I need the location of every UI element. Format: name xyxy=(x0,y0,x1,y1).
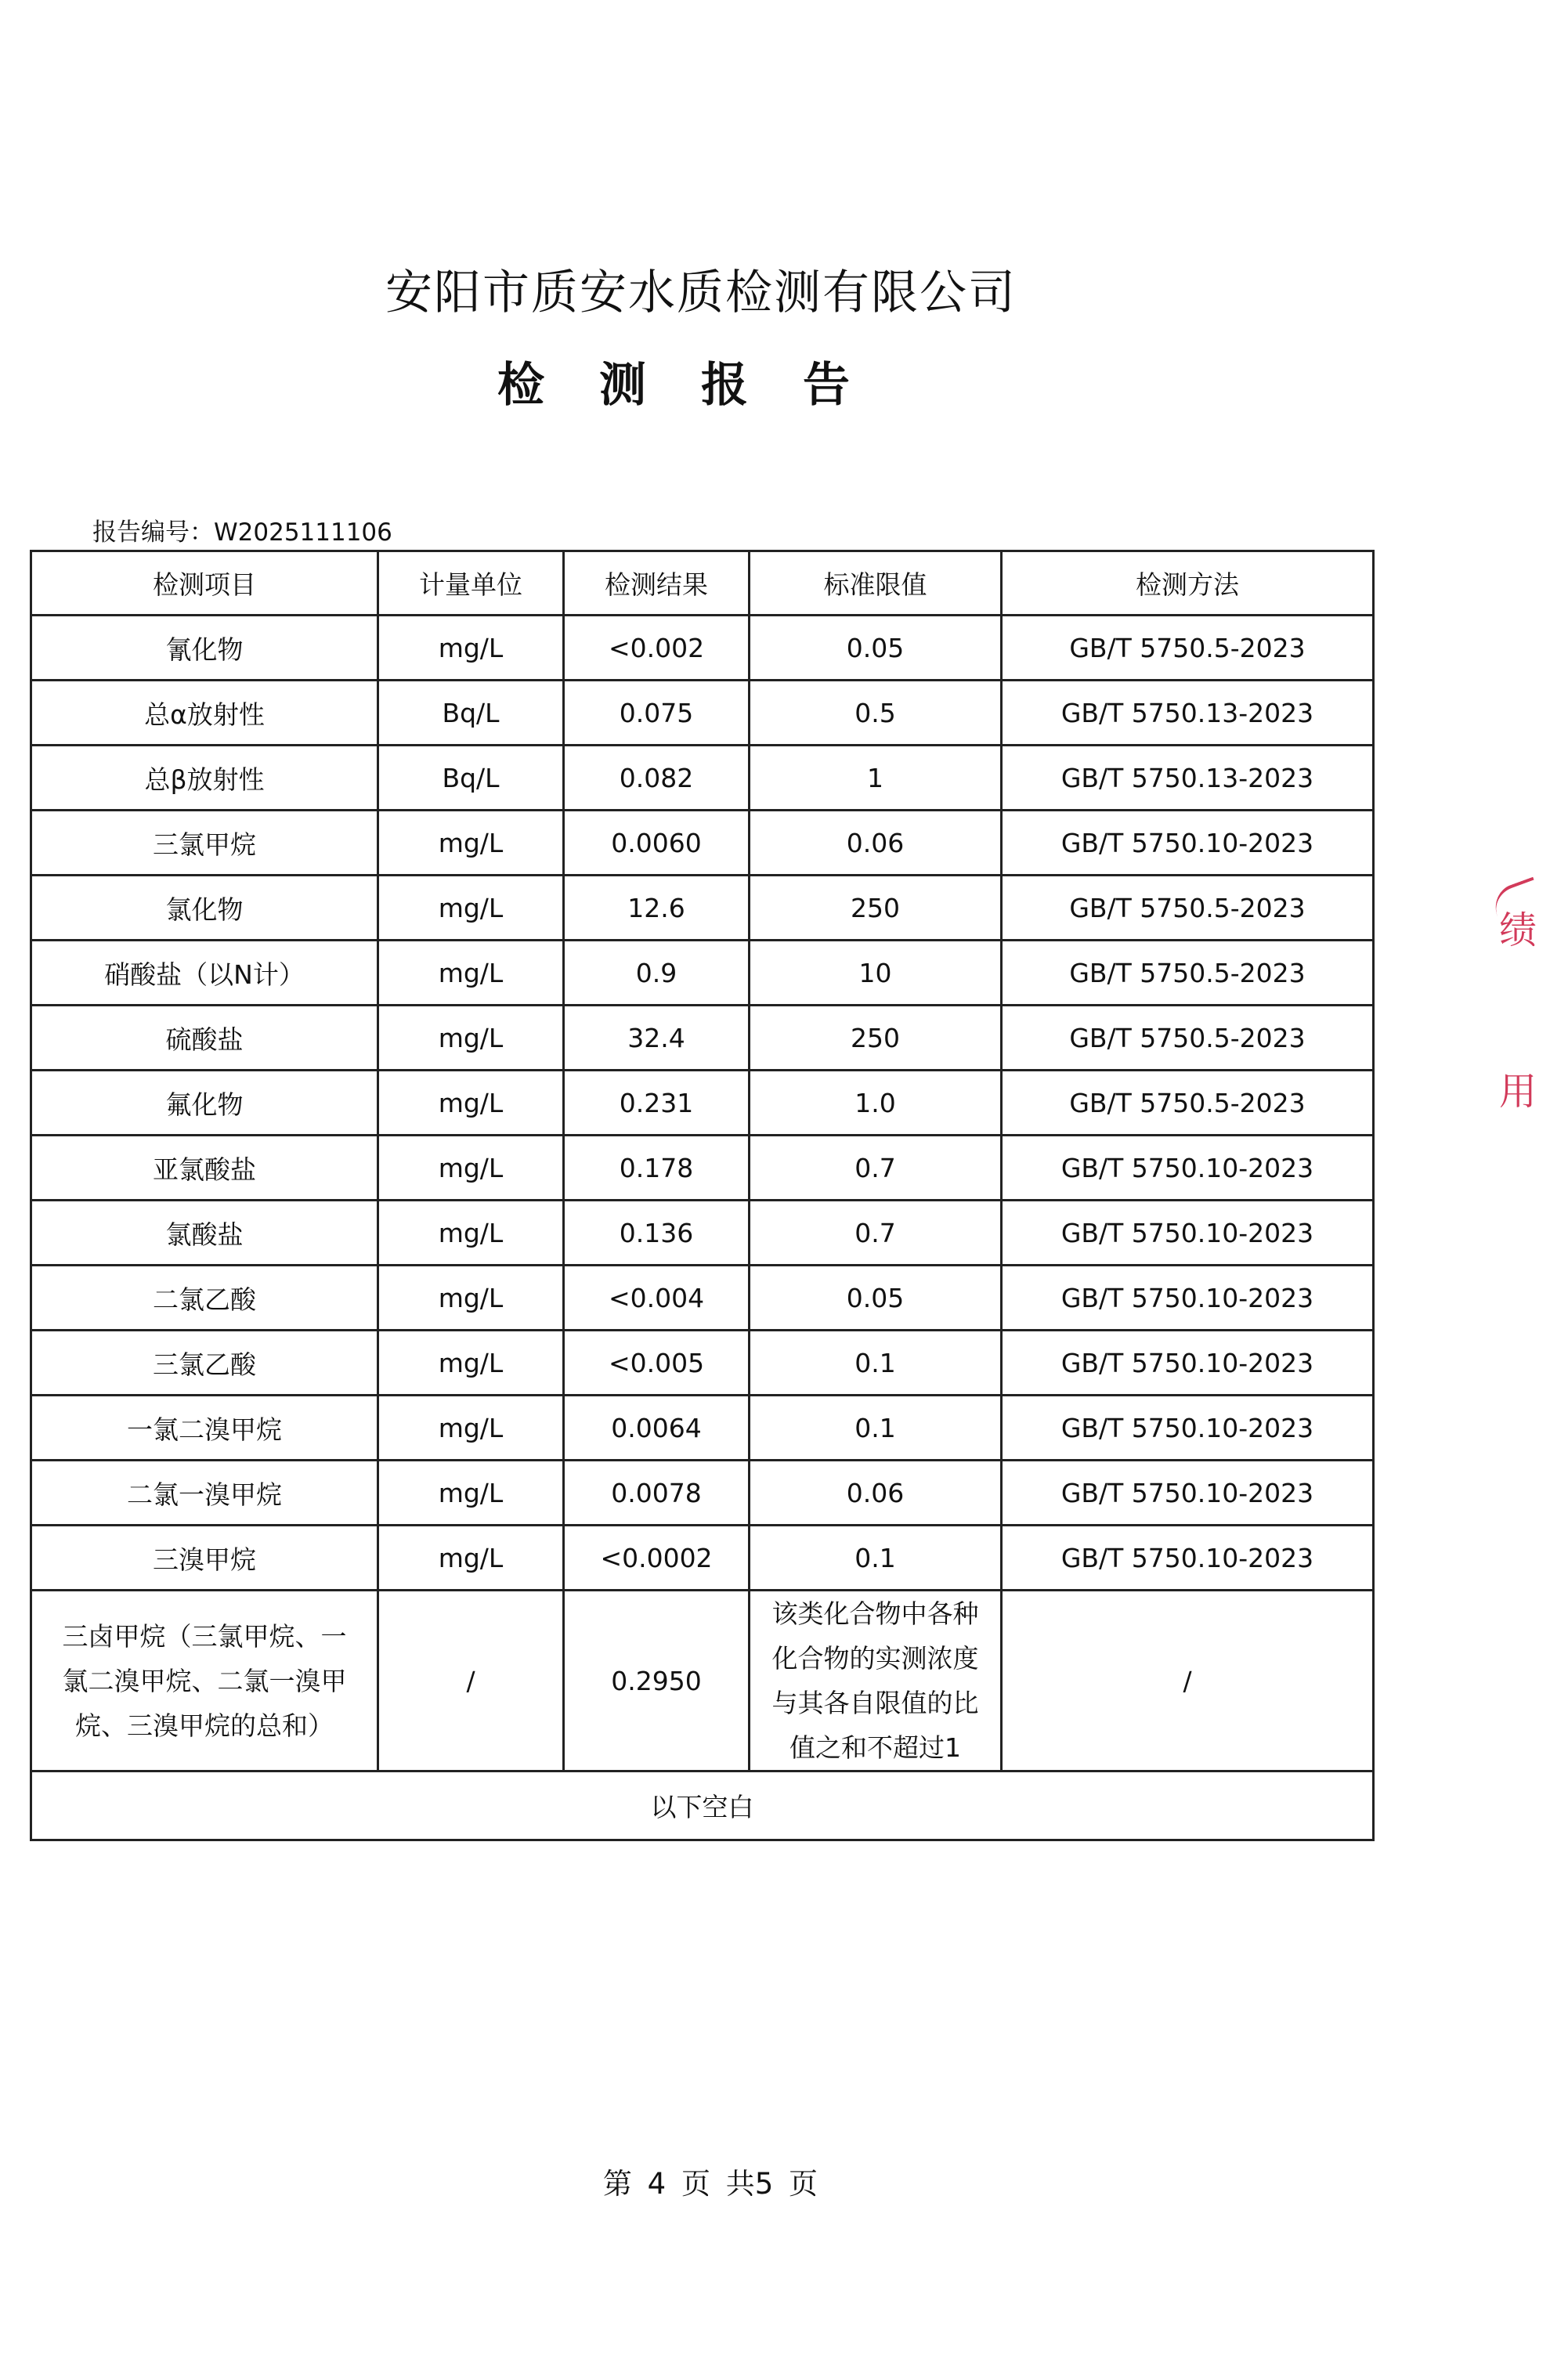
page-number: 第 4 页 共5 页 xyxy=(602,2167,818,2201)
unit-cell: mg/L xyxy=(378,1006,564,1071)
method-cell: GB/T 5750.10-2023 xyxy=(1002,811,1374,876)
result-cell: 0.0064 xyxy=(564,1396,750,1461)
report-number xyxy=(92,512,392,547)
limit-cell: 0.1 xyxy=(750,1396,1002,1461)
unit-cell: mg/L xyxy=(378,1396,564,1461)
method-cell: GB/T 5750.10-2023 xyxy=(1002,1526,1374,1591)
summary-item-line: 烷、三溴甲烷的总和） xyxy=(75,1710,334,1741)
partial-seal-stamp xyxy=(1490,876,1537,1204)
limit-cell: 0.1 xyxy=(750,1331,1002,1396)
item-cell: 三溴甲烷 xyxy=(31,1526,378,1591)
method-cell: GB/T 5750.5-2023 xyxy=(1002,1071,1374,1136)
result-cell: <0.0002 xyxy=(564,1526,750,1591)
unit-cell: mg/L xyxy=(378,1136,564,1201)
summary-limit-line: 化合物的实测浓度 xyxy=(771,1643,979,1674)
item-cell: 总β放射性 xyxy=(31,746,378,811)
summary-method-cell: / xyxy=(1002,1591,1374,1771)
report-number-value: W2025111106 xyxy=(214,518,392,547)
method-cell: GB/T 5750.5-2023 xyxy=(1002,616,1374,681)
limit-cell: 250 xyxy=(750,1006,1002,1071)
result-cell: 0.0078 xyxy=(564,1461,750,1526)
result-cell: 32.4 xyxy=(564,1006,750,1071)
table-row xyxy=(31,1461,1374,1526)
limit-cell: 0.06 xyxy=(750,811,1002,876)
summary-limit-cell xyxy=(750,1591,1002,1771)
method-cell: GB/T 5750.5-2023 xyxy=(1002,941,1374,1006)
table-row xyxy=(31,1526,1374,1591)
item-cell: 氯化物 xyxy=(31,876,378,941)
column-header: 标准限值 xyxy=(750,551,1002,616)
result-cell: 0.136 xyxy=(564,1201,750,1266)
result-cell: 12.6 xyxy=(564,876,750,941)
item-cell: 氟化物 xyxy=(31,1071,378,1136)
blank-text: 以下空白 xyxy=(31,1771,1374,1840)
unit-cell: Bq/L xyxy=(378,681,564,746)
table-row xyxy=(31,1006,1374,1071)
blank-row xyxy=(31,1771,1374,1840)
method-cell: GB/T 5750.5-2023 xyxy=(1002,876,1374,941)
unit-cell: mg/L xyxy=(378,1331,564,1396)
method-cell: GB/T 5750.5-2023 xyxy=(1002,1006,1374,1071)
seal-glyph: 用 xyxy=(1499,1070,1537,1114)
result-cell: 0.9 xyxy=(564,941,750,1006)
summary-limit-line: 与其各自限值的比 xyxy=(771,1688,979,1718)
method-cell: GB/T 5750.13-2023 xyxy=(1002,681,1374,746)
unit-cell: mg/L xyxy=(378,1071,564,1136)
column-header: 计量单位 xyxy=(378,551,564,616)
table-row xyxy=(31,1331,1374,1396)
result-cell: 0.0060 xyxy=(564,811,750,876)
company-name: 安阳市质安水质检测有限公司 xyxy=(385,265,1017,320)
method-cell: GB/T 5750.10-2023 xyxy=(1002,1396,1374,1461)
item-cell: 亚氯酸盐 xyxy=(31,1136,378,1201)
item-cell: 一氯二溴甲烷 xyxy=(31,1396,378,1461)
table-row xyxy=(31,811,1374,876)
table-row xyxy=(31,876,1374,941)
unit-cell: mg/L xyxy=(378,1461,564,1526)
table-row xyxy=(31,616,1374,681)
method-cell: GB/T 5750.10-2023 xyxy=(1002,1461,1374,1526)
document-title: 检测报告 xyxy=(497,358,905,413)
result-cell: <0.005 xyxy=(564,1331,750,1396)
summary-limit-line: 值之和不超过1 xyxy=(789,1732,961,1763)
unit-cell: mg/L xyxy=(378,876,564,941)
limit-cell: 1 xyxy=(750,746,1002,811)
unit-cell: Bq/L xyxy=(378,746,564,811)
column-header: 检测方法 xyxy=(1002,551,1374,616)
table-row xyxy=(31,1266,1374,1331)
method-cell: GB/T 5750.10-2023 xyxy=(1002,1201,1374,1266)
unit-cell: mg/L xyxy=(378,1526,564,1591)
item-cell: 氯酸盐 xyxy=(31,1201,378,1266)
limit-cell: 0.06 xyxy=(750,1461,1002,1526)
item-cell: 二氯乙酸 xyxy=(31,1266,378,1331)
table-row xyxy=(31,1396,1374,1461)
table-row xyxy=(31,681,1374,746)
result-cell: 0.075 xyxy=(564,681,750,746)
unit-cell: mg/L xyxy=(378,1201,564,1266)
item-cell: 二氯一溴甲烷 xyxy=(31,1461,378,1526)
limit-cell: 1.0 xyxy=(750,1071,1002,1136)
summary-unit-cell: / xyxy=(378,1591,564,1771)
method-cell: GB/T 5750.10-2023 xyxy=(1002,1266,1374,1331)
column-header: 检测项目 xyxy=(31,551,378,616)
method-cell: GB/T 5750.13-2023 xyxy=(1002,746,1374,811)
item-cell: 氰化物 xyxy=(31,616,378,681)
table-row xyxy=(31,1201,1374,1266)
unit-cell: mg/L xyxy=(378,811,564,876)
summary-item-line: 氯二溴甲烷、二氯一溴甲 xyxy=(62,1665,347,1696)
item-cell: 三氯甲烷 xyxy=(31,811,378,876)
result-cell: <0.002 xyxy=(564,616,750,681)
summary-item-line: 三卤甲烷（三氯甲烷、一 xyxy=(62,1620,347,1652)
table-row xyxy=(31,941,1374,1006)
seal-glyph: 绩 xyxy=(1499,908,1537,952)
limit-cell: 250 xyxy=(750,876,1002,941)
limit-cell: 0.05 xyxy=(750,1266,1002,1331)
item-cell: 硫酸盐 xyxy=(31,1006,378,1071)
limit-cell: 0.05 xyxy=(750,616,1002,681)
column-header: 检测结果 xyxy=(564,551,750,616)
limit-cell: 0.7 xyxy=(750,1136,1002,1201)
summary-limit-line: 该类化合物中各种 xyxy=(771,1598,979,1629)
limit-cell: 10 xyxy=(750,941,1002,1006)
result-cell: 0.178 xyxy=(564,1136,750,1201)
item-cell: 三氯乙酸 xyxy=(31,1331,378,1396)
method-cell: GB/T 5750.10-2023 xyxy=(1002,1136,1374,1201)
summary-item-cell xyxy=(31,1591,378,1771)
unit-cell: mg/L xyxy=(378,1266,564,1331)
limit-cell: 0.5 xyxy=(750,681,1002,746)
table-row xyxy=(31,746,1374,811)
table-row xyxy=(31,1136,1374,1201)
table-header-row xyxy=(31,551,1374,616)
item-cell: 总α放射性 xyxy=(31,681,378,746)
report-number-label: 报告编号： xyxy=(92,518,214,547)
result-cell: 0.082 xyxy=(564,746,750,811)
unit-cell: mg/L xyxy=(378,616,564,681)
limit-cell: 0.7 xyxy=(750,1201,1002,1266)
unit-cell: mg/L xyxy=(378,941,564,1006)
result-cell: 0.231 xyxy=(564,1071,750,1136)
limit-cell: 0.1 xyxy=(750,1526,1002,1591)
summary-result-cell: 0.2950 xyxy=(564,1591,750,1771)
result-cell: <0.004 xyxy=(564,1266,750,1331)
table-row xyxy=(31,1071,1374,1136)
item-cell: 硝酸盐（以N计） xyxy=(31,941,378,1006)
method-cell: GB/T 5750.10-2023 xyxy=(1002,1331,1374,1396)
summary-row xyxy=(31,1591,1374,1771)
results-table xyxy=(30,550,1375,1841)
